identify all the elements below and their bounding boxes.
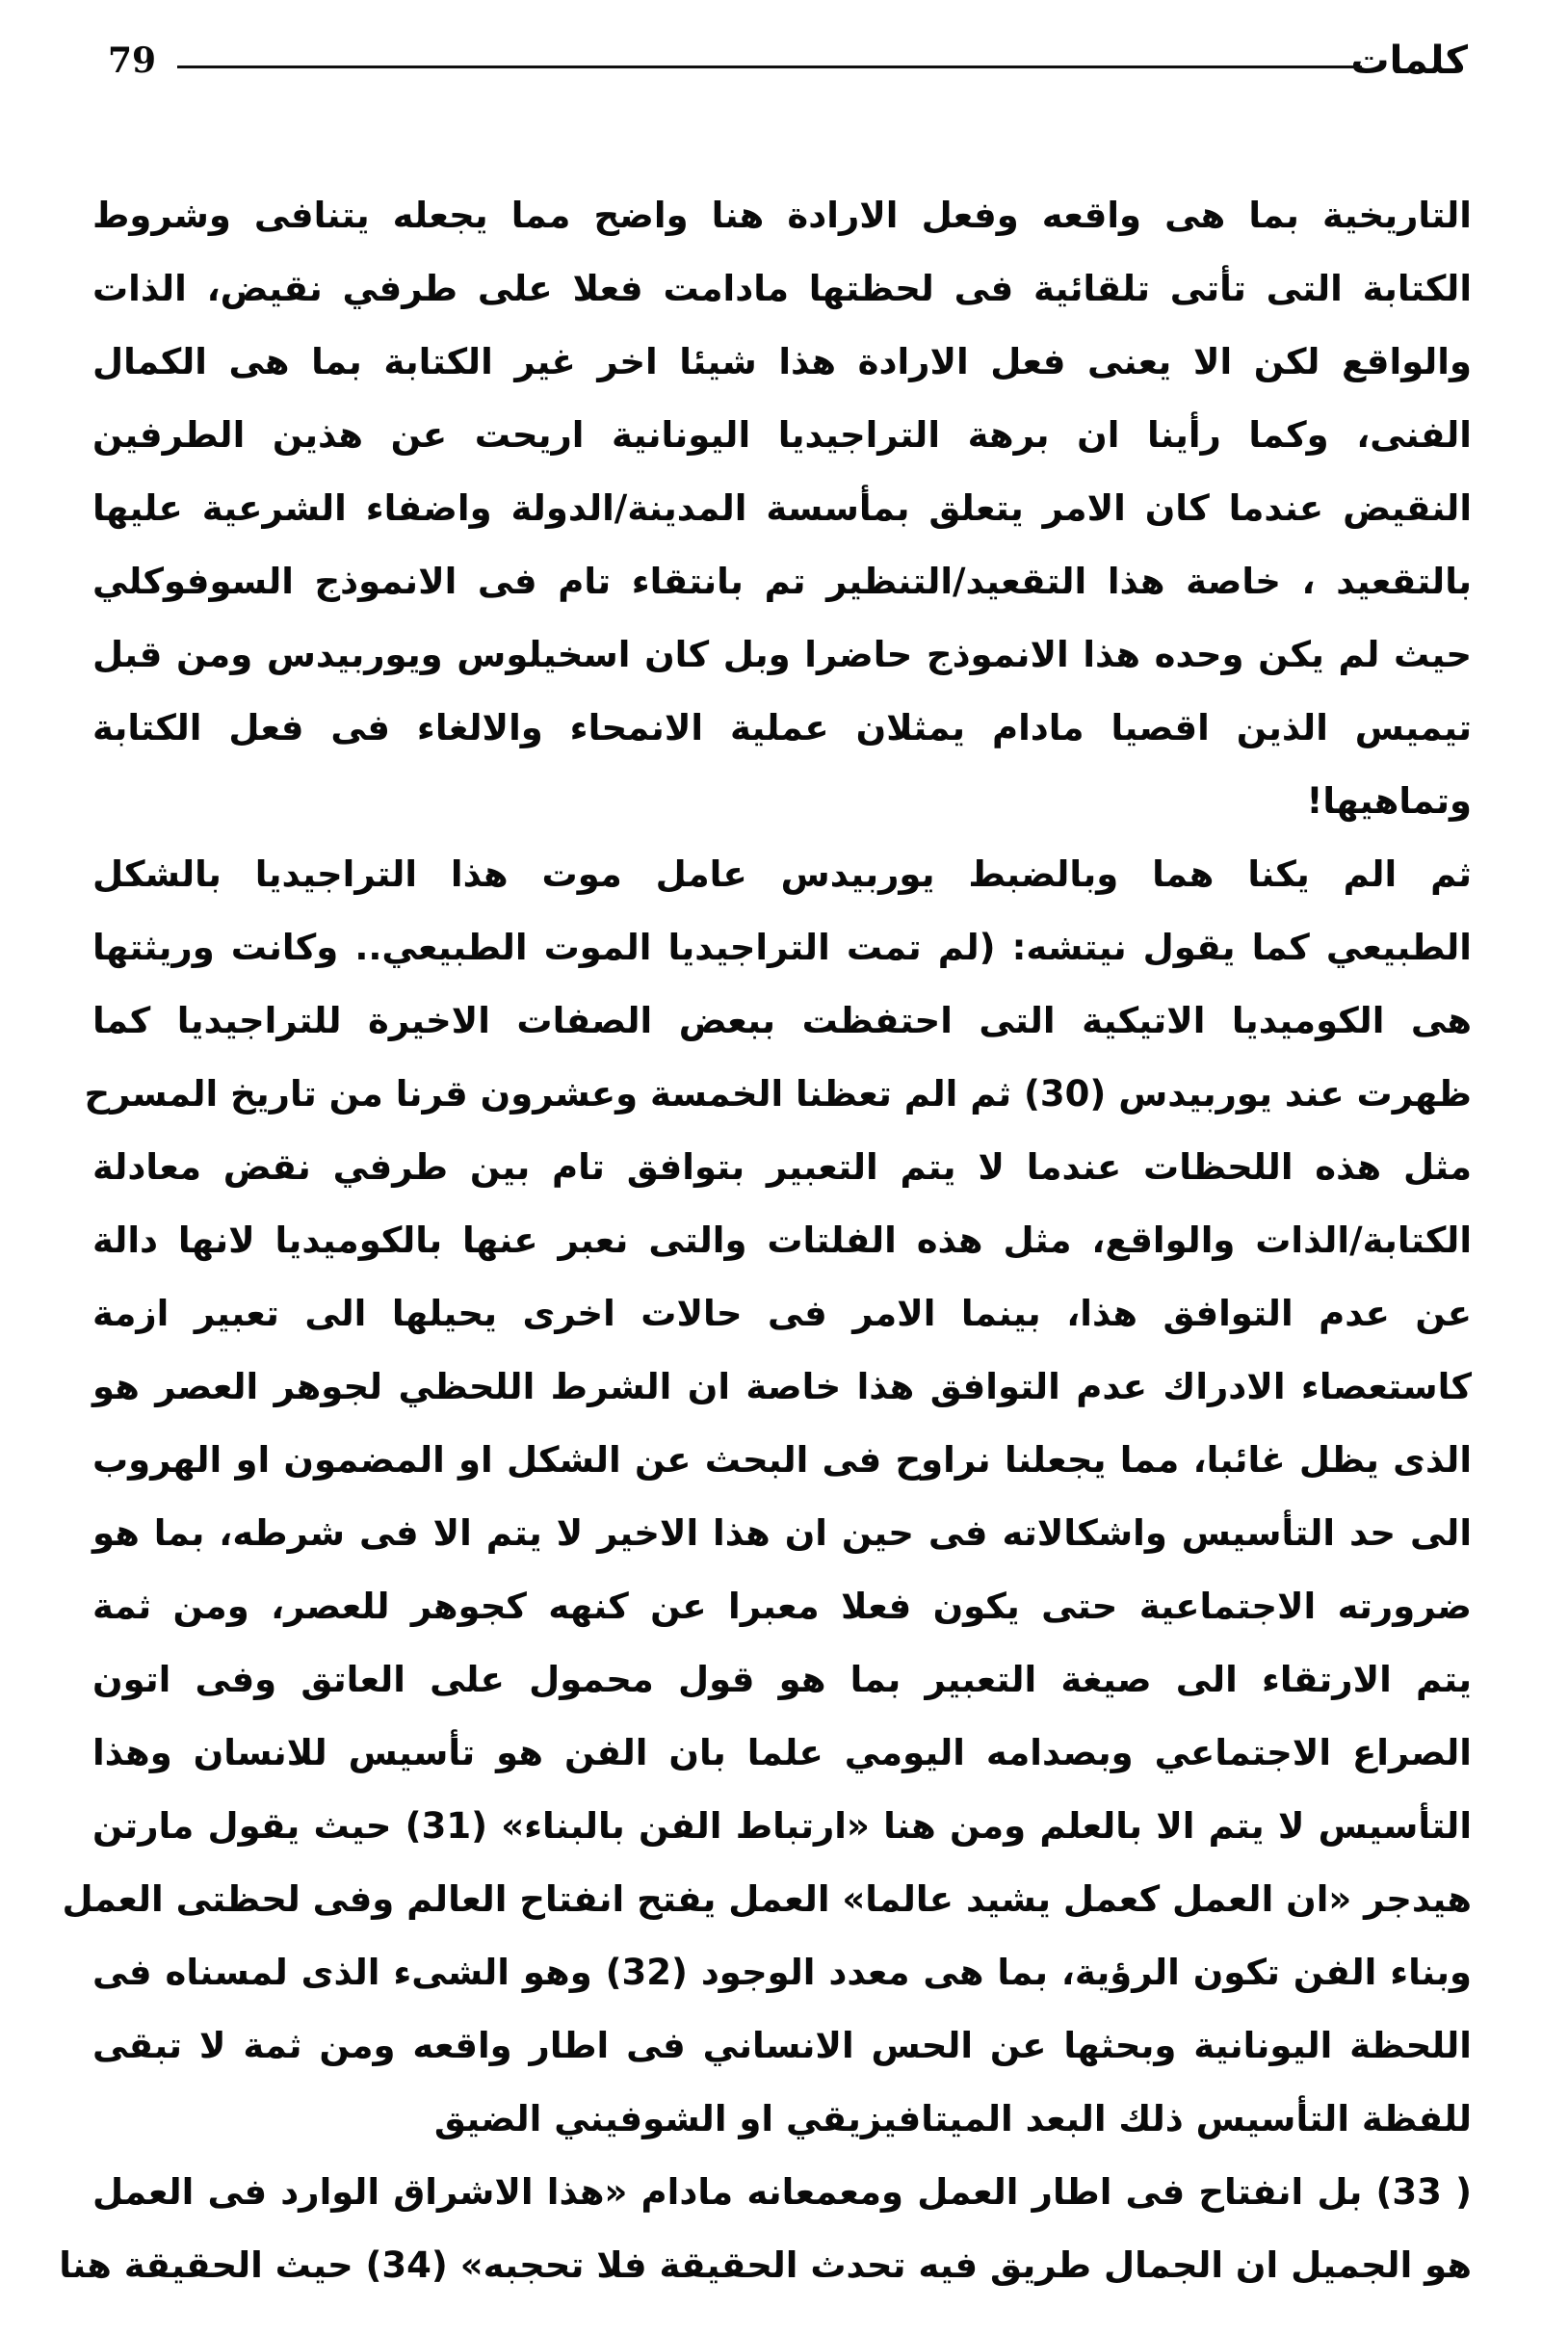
text-line: كاستعصاء الادراك عدم التوافق هذا خاصة ان الشرط اللحظي لجوهر العصر هو — [92, 1366, 1472, 1407]
text-line: الكتابة التى تأتى تلقائية فى لحظتها مادامت فعلا على طرفي نقيض، الذات — [92, 268, 1472, 309]
text-line: حيث لم يكن وحده هذا الانموذج حاضرا وبل كان اسخيلوس ويوربيدس ومن قبل — [92, 634, 1472, 675]
text-line: بالتقعيد ، خاصة هذا التقعيد/التنظير تم بانتقاء تام فى الانموذج السوفوكلي — [92, 561, 1472, 602]
page-number: 79 — [108, 40, 157, 81]
text-line: ضرورته الاجتماعية حتى يكون فعلا معبرا عن كنهه كجوهر للعصر، ومن ثمة — [92, 1586, 1472, 1627]
running-title: كلمات — [1350, 39, 1468, 83]
text-line: ظهرت عند يوربيدس (30) ثم الم تعظنا الخمسة وعشرون قرنا من تاريخ المسرح — [84, 1073, 1472, 1115]
text-line: مثل هذه اللحظات عندما لا يتم التعبير بتوافق تام بين طرفي نقض معادلة — [92, 1146, 1472, 1188]
text-line: ثم الم يكنا هما وبالضبط يوربيدس عامل موت هذا التراجيديا بالشكل — [92, 853, 1472, 895]
text-line: الذى يظل غائبا، مما يجعلنا نراوح فى البحث عن الشكل او المضمون او الهروب — [92, 1439, 1472, 1481]
paragraph-2 — [62, 838, 1473, 2156]
page-header — [108, 37, 1468, 85]
text-line: الطبيعي كما يقول نيتشه: (لم تمت التراجيديا الموت الطبيعي.. وكانت وريثتها — [92, 927, 1472, 968]
text-line: الكتابة/الذات والواقع، مثل هذه الفلتات والتى نعبر عنها بالكوميديا لانها دالة — [92, 1220, 1472, 1261]
body-text — [59, 179, 1473, 2302]
text-line: تيميس الذين اقصيا مادام يمثلان عملية الانمحاء والالغاء فى فعل الكتابة — [92, 707, 1472, 748]
text-line: التاريخية بما هى واقعه وفعل الارادة هنا واضح مما يجعله يتنافى وشروط — [92, 195, 1472, 236]
text-line: النقيض عندما كان الامر يتعلق بمأسسة المدينة/الدولة واضفاء الشرعية عليها — [92, 487, 1472, 529]
text-line: الفنى، وكما رأينا ان برهة التراجيديا اليونانية اريحت عن هذين الطرفين — [92, 414, 1472, 456]
text-line: التأسيس لا يتم الا بالعلم ومن هنا «ارتباط الفن بالبناء» (31) حيث يقول مارتن — [92, 1805, 1472, 1847]
text-line: الصراع الاجتماعي وبصدامه اليومي علما بان الفن هو تأسيس للانسان وهذا — [92, 1732, 1472, 1773]
text-line: للفظة التأسيس ذلك البعد الميتافيزيقي او الشوفيني الضيق — [433, 2098, 1472, 2139]
text-line: الى حد التأسيس واشكالاته فى حين ان هذا الاخير لا يتم الا فى شرطه، بما هو — [92, 1512, 1472, 1554]
text-line: اللحظة اليونانية وبحثها عن الحس الانساني فى اطار واقعه ومن ثمة لا تبقى — [92, 2025, 1472, 2066]
text-line: هيدجر «ان العمل كعمل يشيد عالما» العمل يفتح انفتاح العالم وفى لحظتى العمل — [62, 1878, 1472, 1920]
text-line: هى الكوميديا الاتيكية التى احتفظت ببعض الصفات الاخيرة للتراجيديا كما — [92, 1000, 1472, 1041]
header-rule — [177, 66, 1362, 68]
text-line: يتم الارتقاء الى صيغة التعبير بما هو قول محمول على العاتق وفى اتون — [92, 1659, 1472, 1700]
text-line: وتماهيها! — [1306, 780, 1472, 822]
text-line: عن عدم التوافق هذا، بينما الامر فى حالات اخرى يحيلها الى تعبير ازمة — [92, 1293, 1472, 1334]
paragraph-1 — [92, 179, 1472, 838]
text-line: والواقع لكن الا يعنى فعل الارادة هذا شيئا اخر غير الكتابة بما هى الكمال — [92, 341, 1472, 382]
paragraph-3 — [59, 2156, 1473, 2302]
text-line: وبناء الفن تكون الرؤية، بما هى معدد الوجود (32) وهو الشىء الذى لمسناه فى — [92, 1952, 1473, 1993]
text-line: هو الجميل ان الجمال طريق فيه تحدث الحقيقة فلا تحجبه» (34) حيث الحقيقة هنا — [59, 2244, 1472, 2286]
text-line: ( 33) بل انفتاح فى اطار العمل ومعمعانه مادام «هذا الاشراق الوارد فى العمل — [92, 2171, 1473, 2213]
